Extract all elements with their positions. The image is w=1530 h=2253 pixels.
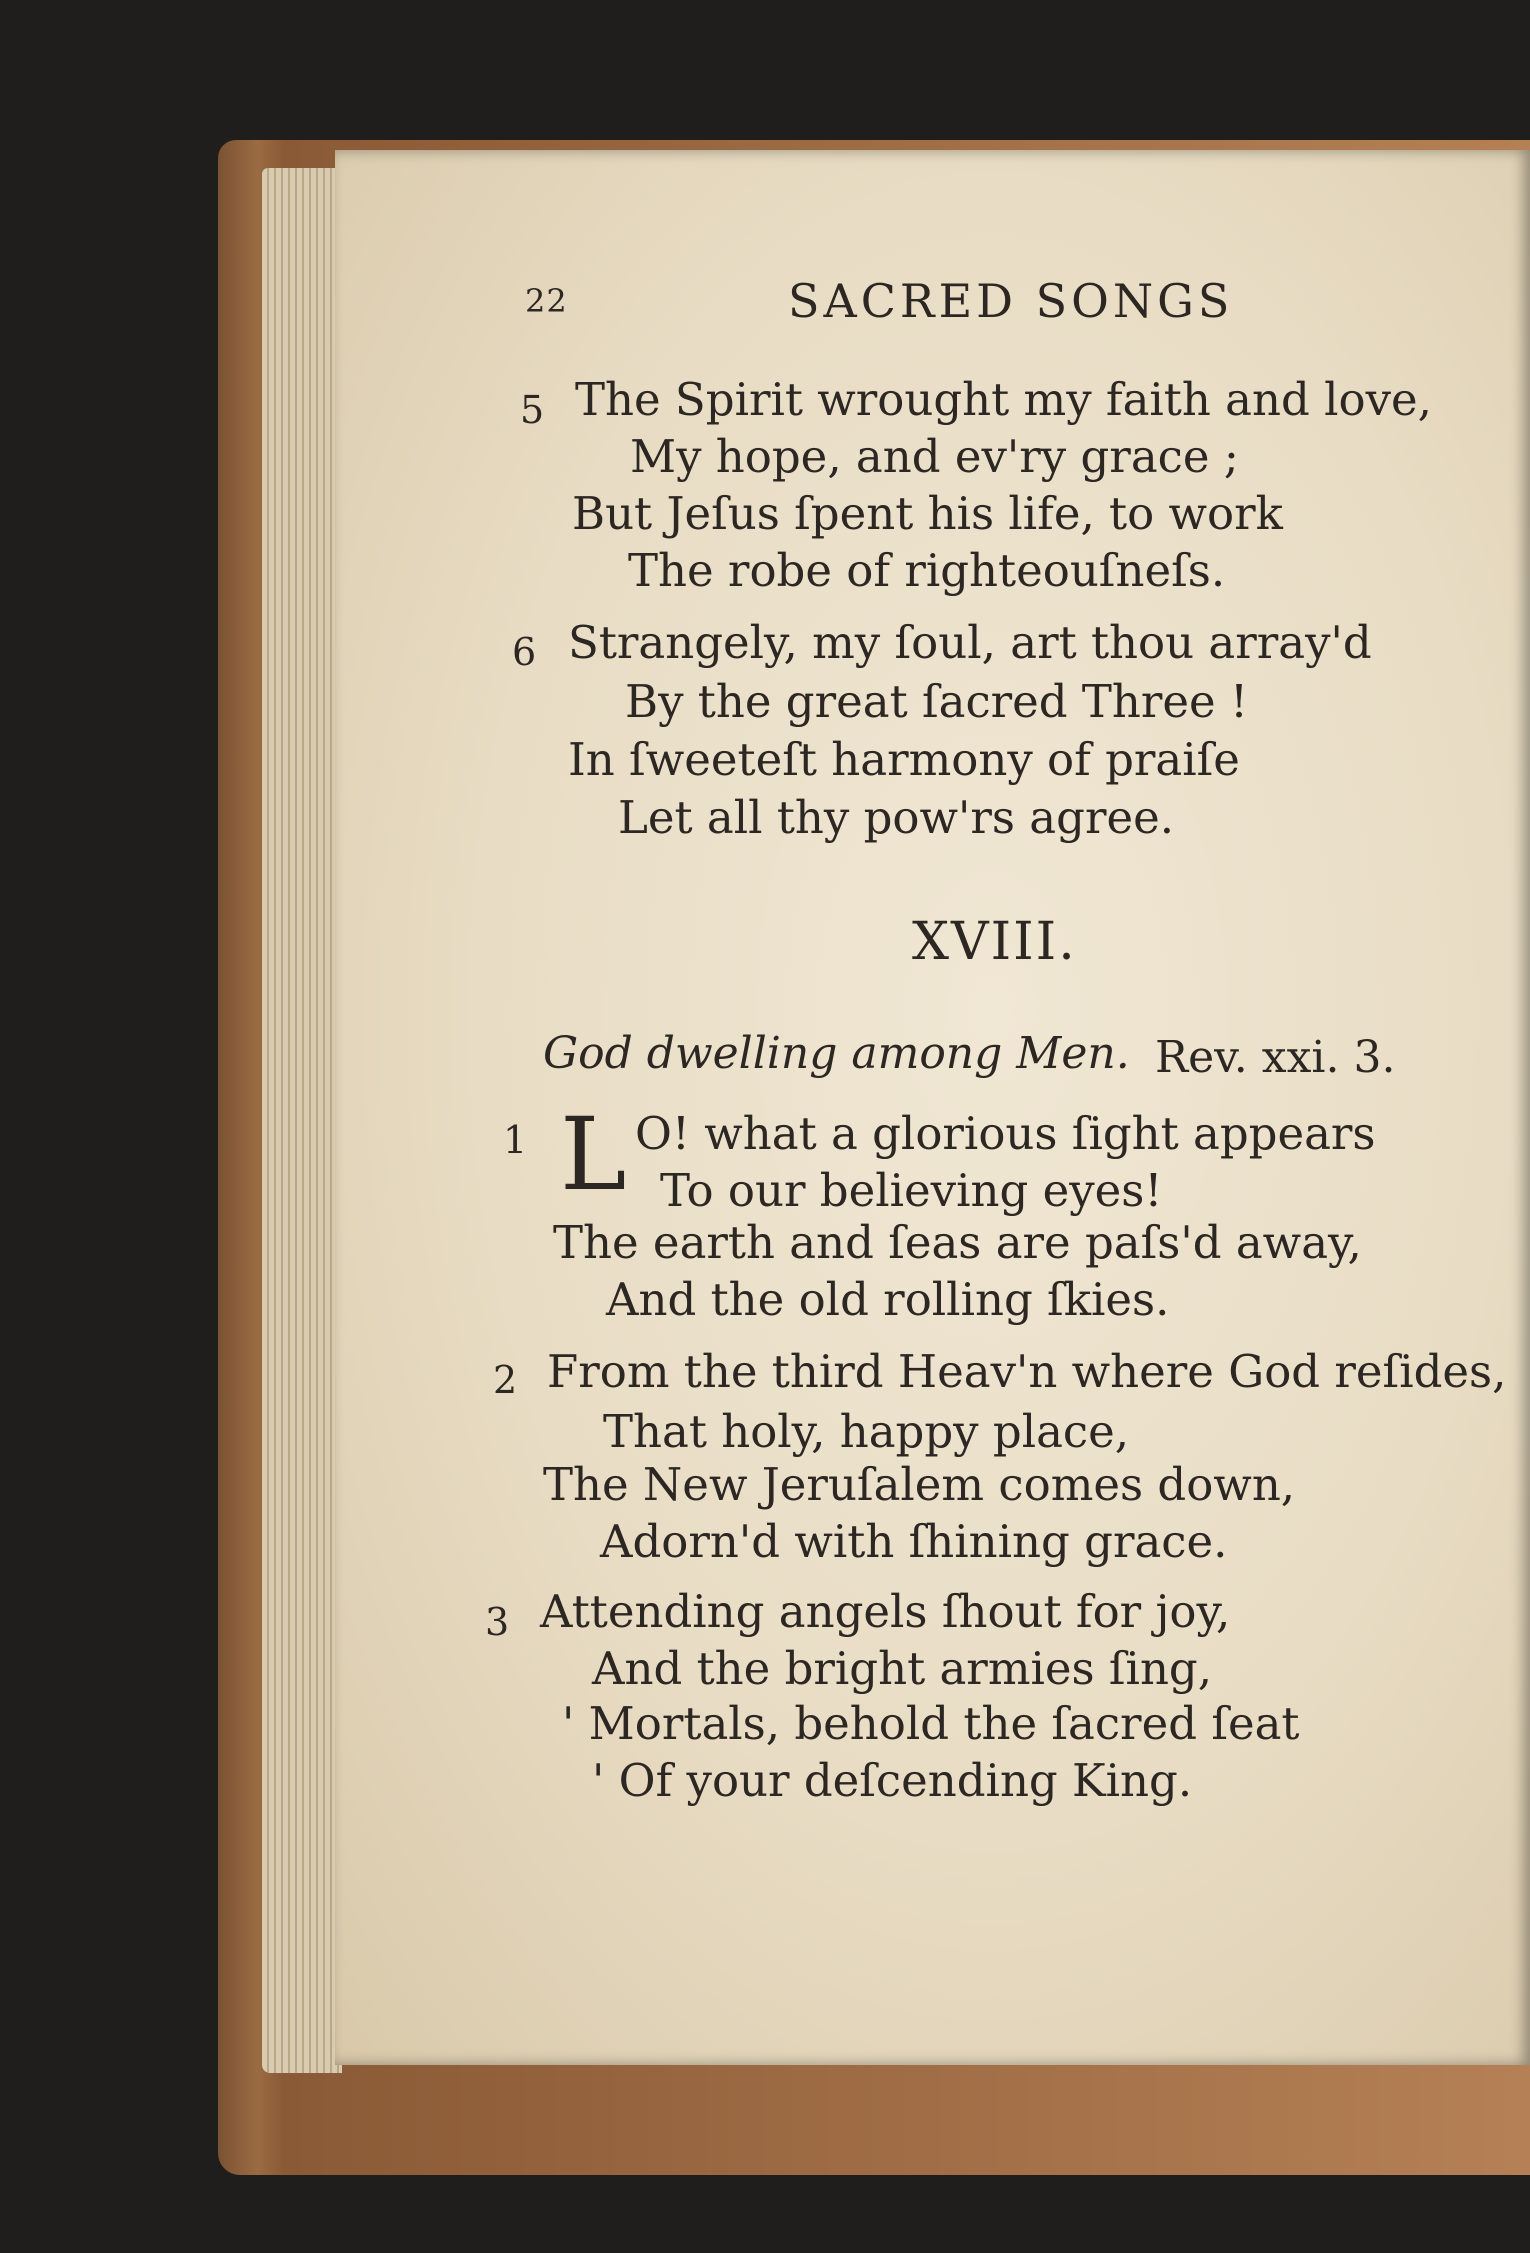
page-number: 22 bbox=[525, 282, 568, 320]
verse-line: By the great ſacred Three ! bbox=[625, 675, 1249, 728]
verse-line: That holy, happy place, bbox=[603, 1405, 1130, 1458]
verse-line: ' Mortals, behold the ſacred ſeat bbox=[562, 1697, 1300, 1750]
verse-line: The New Jeruſalem comes down, bbox=[543, 1458, 1296, 1511]
hymn-numeral: XVIII. bbox=[912, 912, 1077, 972]
stanza-number: 1 bbox=[503, 1118, 528, 1162]
verse-line: My hope, and ev'ry grace ; bbox=[630, 430, 1239, 483]
verse-line: Let all thy pow'rs agree. bbox=[618, 791, 1175, 844]
verse-line: To our believing eyes! bbox=[660, 1164, 1163, 1217]
verse-line: The robe of righteouſneſs. bbox=[628, 544, 1226, 597]
verse-line: The Spirit wrought my faith and love, bbox=[575, 373, 1432, 426]
verse-line: O! what a glorious ſight appears bbox=[635, 1107, 1376, 1160]
verse-line: Attending angels ſhout for joy, bbox=[540, 1585, 1231, 1638]
stanza-number: 5 bbox=[520, 388, 545, 432]
stanza-number: 3 bbox=[485, 1600, 510, 1644]
verse-line: The earth and ſeas are paſs'd away, bbox=[553, 1216, 1362, 1269]
stanza-number: 6 bbox=[512, 630, 537, 674]
verse-line: From the third Heav'n where God reſides, bbox=[547, 1345, 1507, 1398]
page-edges bbox=[262, 168, 342, 2073]
verse-line: And the old rolling ſkies. bbox=[606, 1273, 1170, 1326]
verse-line: But Jeſus ſpent his life, to work bbox=[572, 487, 1283, 540]
verse-line: Adorn'd with ſhining grace. bbox=[600, 1515, 1228, 1568]
drop-cap: L bbox=[560, 1096, 627, 1213]
verse-line: Strangely, my ſoul, art thou array'd bbox=[568, 616, 1372, 669]
running-title: SACRED SONGS bbox=[788, 274, 1234, 328]
verse-line: And the bright armies ſing, bbox=[592, 1642, 1213, 1695]
verse-line: In ſweeteſt harmony of praiſe bbox=[568, 733, 1240, 786]
verse-line: ' Of your deſcending King. bbox=[592, 1754, 1193, 1807]
stanza-number: 2 bbox=[493, 1358, 518, 1402]
scripture-reference: Rev. xxi. 3. bbox=[1155, 1032, 1396, 1083]
hymn-title: God dwelling among Men. bbox=[543, 1028, 1130, 1079]
